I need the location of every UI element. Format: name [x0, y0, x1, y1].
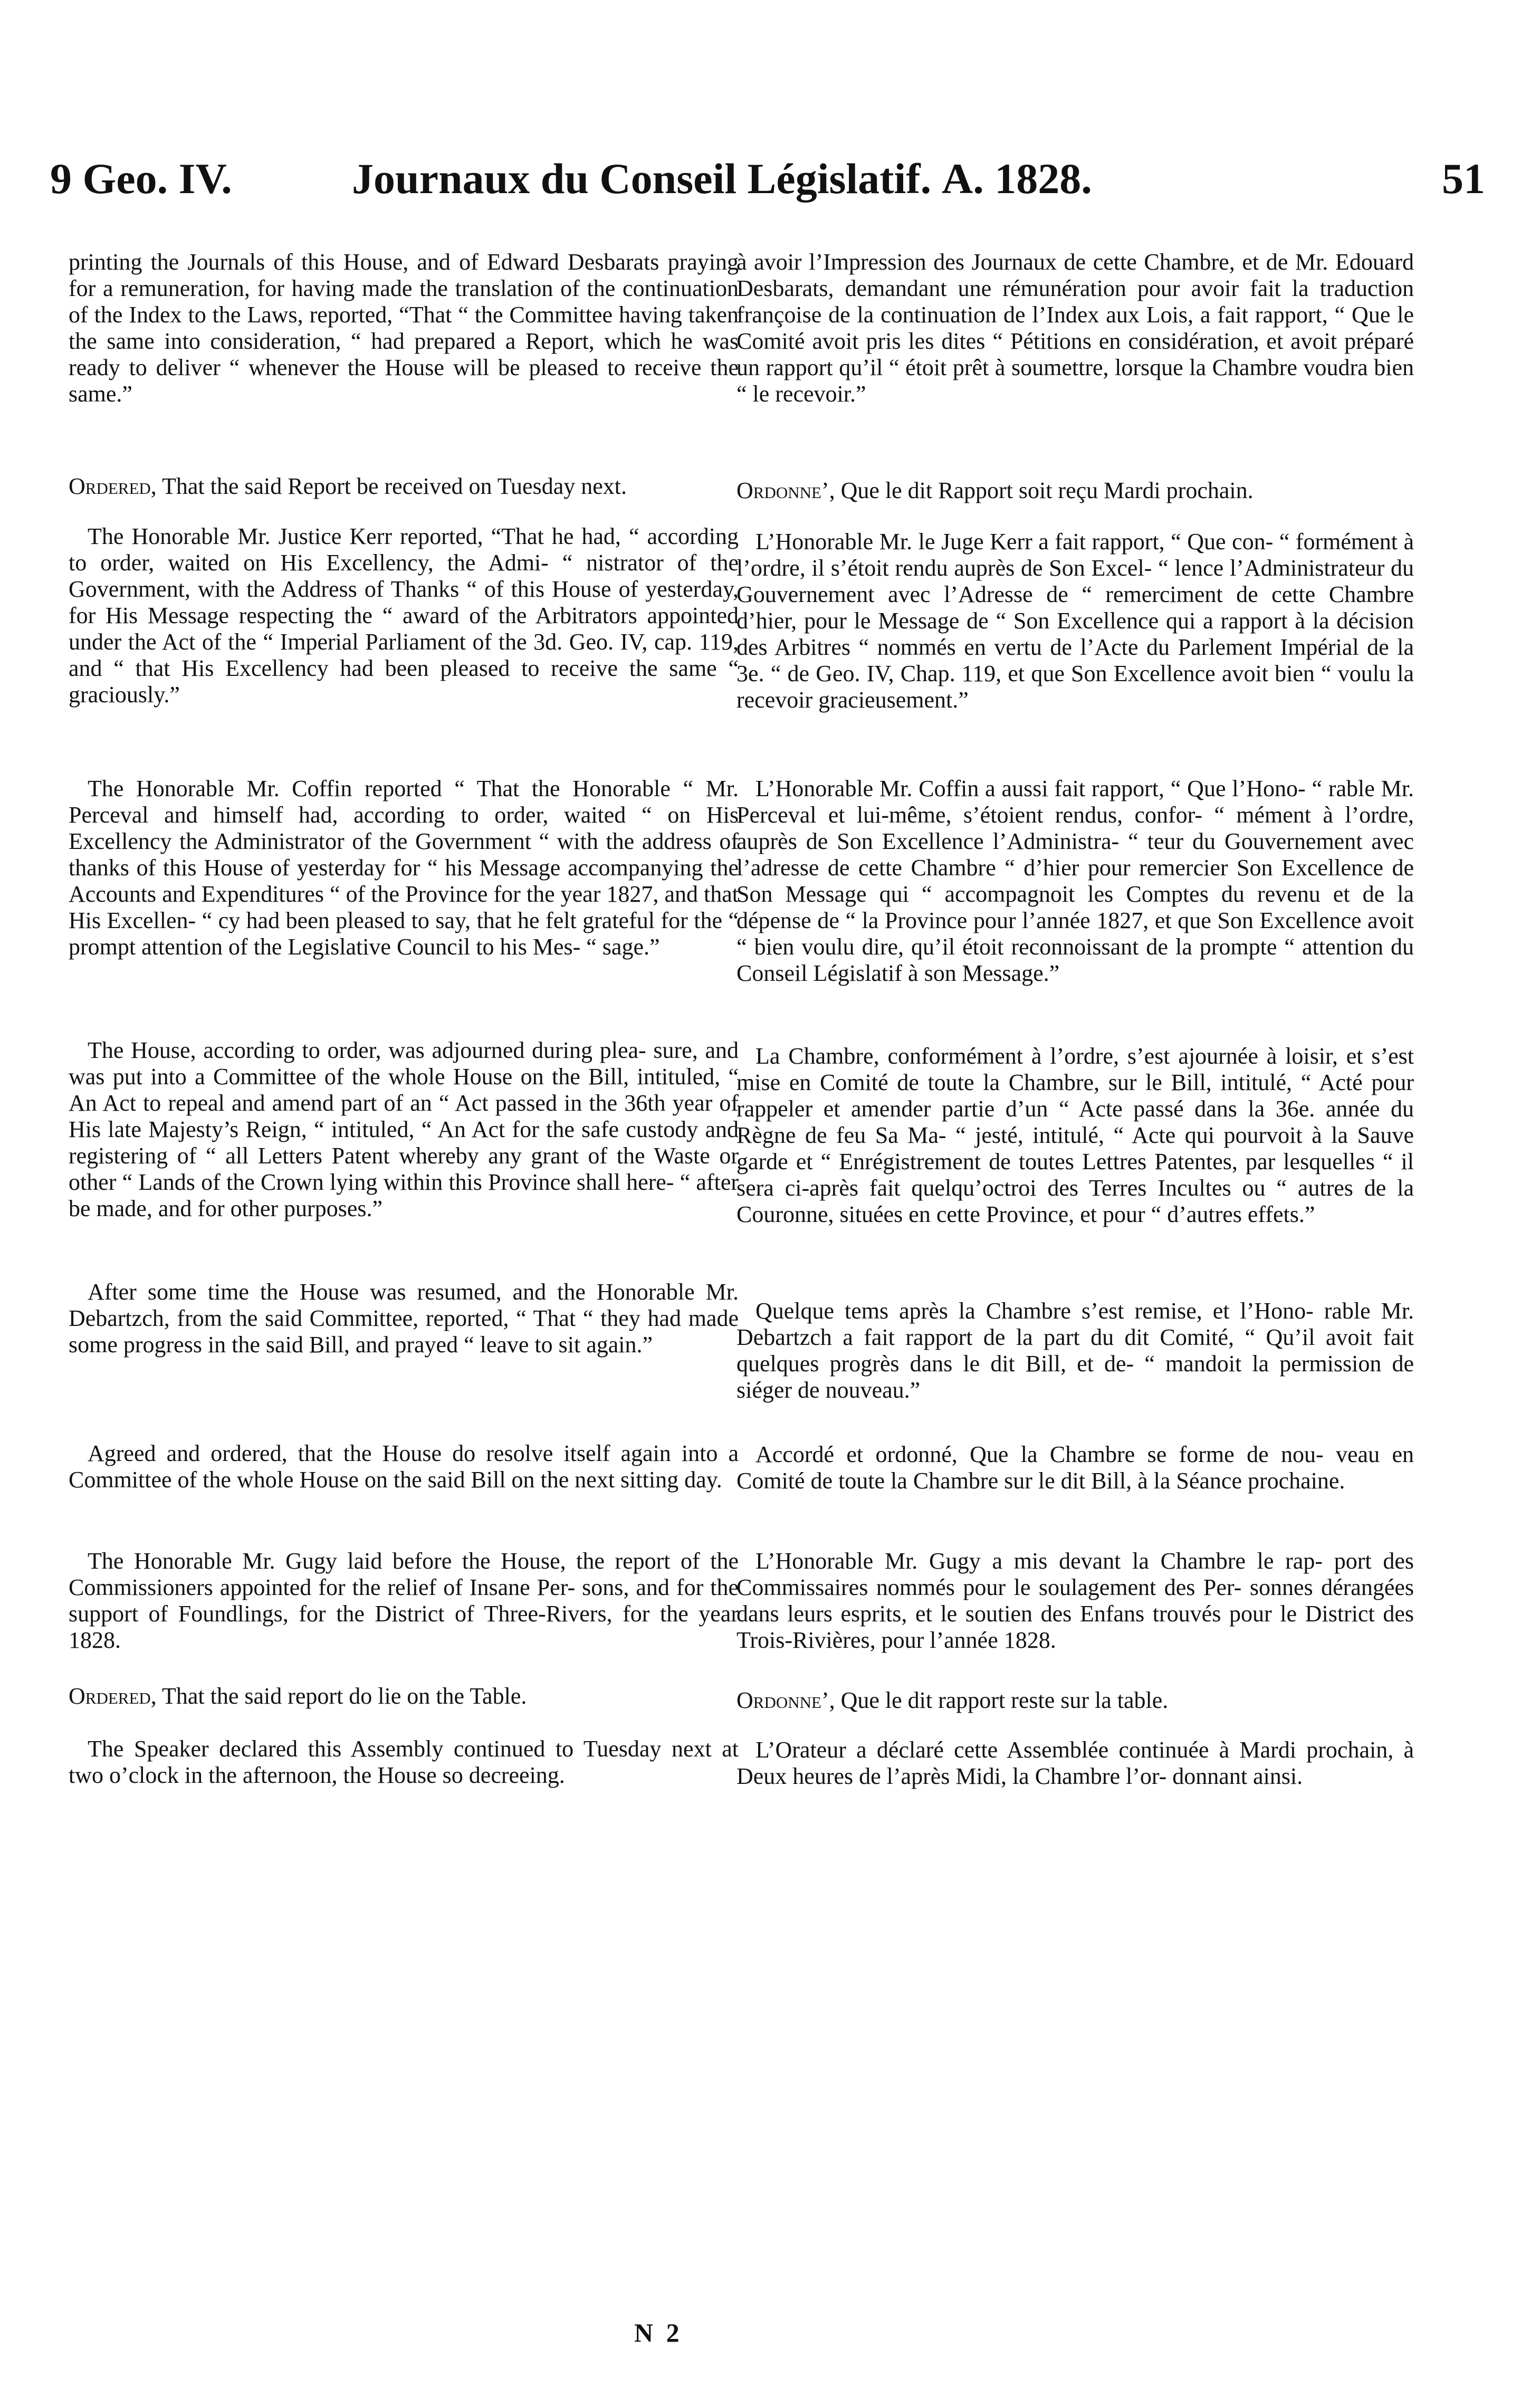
- french-paragraph: Quelque tems après la Chambre s’est remise, et l’Hono- rable Mr. Debartzch a fait rapport de la part du dit Comité, “ Qu’il avoit fait quelques progrès dans le dit Bill, et de- “ mandoit la permission de siéger de nouveau.”: [736, 1298, 1414, 1403]
- page-number: 51: [1442, 155, 1485, 203]
- english-paragraph: After some time the House was resumed, and the Honorable Mr. Debartzch, from the said Committee, reported, “ That “ they had made some progress in the said Bill, and prayed “ leave to sit again.”: [69, 1279, 739, 1358]
- french-order: Ordonne’, Que le dit rapport reste sur la table.: [736, 1687, 1169, 1713]
- french-paragraph: L’Honorable Mr. Gugy a mis devant la Chambre le rap- port des Commissaires nommés pour le soulagement des Per- sonnes dérangées dans leurs esprits, et le soutien des Enfans trouvés pour le District des Trois-Rivières, pour l’année 1828.: [736, 1548, 1414, 1653]
- journal-title: Journaux du Conseil Législatif.: [352, 155, 932, 203]
- french-paragraph: L’Honorable Mr. Coffin a aussi fait rapport, “ Que l’Hono- “ rable Mr. Perceval et lui-même, s’étoient rendus, confor- “ mément à l’ordre, auprès de Son Excellence l’Administra- “ teur du Gouvernement avec l’adresse de cette Chambre “ d’hier pour remercier Son Excellence de Son Message qui “ accompagnoit les Comptes du revenu et de la dépense de “ la Province pour l’année 1827, et que Son Excellence avoit “ bien voulu dire, qu’il étoit reconnoissant de la prompte “ attention du Conseil Législatif à son Message.”: [736, 776, 1414, 986]
- calendar-year: A. 1828.: [942, 155, 1092, 203]
- english-paragraph: The Speaker declared this Assembly continued to Tuesday next at two o’clock in the afternoon, the House so decreeing.: [69, 1736, 739, 1788]
- french-paragraph: Accordé et ordonné, Que la Chambre se forme de nou- veau en Comité de toute la Chambre sur le dit Bill, à la Séance prochaine.: [736, 1441, 1414, 1494]
- french-order: Ordonne’, Que le dit Rapport soit reçu Mardi prochain.: [736, 477, 1254, 503]
- english-paragraph: The Honorable Mr. Gugy laid before the House, the report of the Commissioners appointed for the relief of Insane Per- sons, and for the support of Foundlings, for the District of Three-Rivers, for the year 1828.: [69, 1548, 739, 1653]
- regnal-year: 9 Geo. IV.: [50, 155, 232, 203]
- french-paragraph: L’Honorable Mr. le Juge Kerr a fait rapport, “ Que con- “ formément à l’ordre, il s’étoit rendu auprès de Son Excel- “ lence l’Administrateur du Gouvernement avec l’Adresse de “ remerciment de cette Chambre d’hier, pour le Message de “ Son Excellence qui a rapport à la décision des Arbitres “ nommés en vertu de l’Acte du Parlement Impérial de la 3e. “ de Geo. IV, Chap. 119, et que Son Excellence avoit bien “ voulu la recevoir gracieusement.”: [736, 529, 1414, 713]
- english-order: Ordered, That the said Report be received on Tuesday next.: [69, 473, 627, 499]
- english-order: Ordered, That the said report do lie on the Table.: [69, 1683, 527, 1709]
- signature-mark: N 2: [634, 2318, 683, 2347]
- french-paragraph: La Chambre, conformément à l’ordre, s’est ajournée à loisir, et s’est mise en Comité de toute la Chambre, sur le Bill, intitulé, “ Acté pour rappeler et amender partie d’un “ Acte passé dans la 36e. année du Règne de feu Sa Ma- “ jesté, intitulé, “ Acte qui pourvoit à la Sauve garde et “ Enrégistrement de toutes Lettres Patentes, par lesquelles “ il sera ci-après fait quelqu’octroi des Terres Incultes ou “ autres de la Couronne, situées en cette Province, et pour “ d’autres effets.”: [736, 1043, 1414, 1227]
- french-paragraph: à avoir l’Impression des Journaux de cette Chambre, et de Mr. Edouard Desbarats, demandant une rémunération pour avoir fait la traduction françoise de la continuation de l’Index aux Lois, a fait rapport, “ Que le Comité avoit pris les dites “ Pétitions en considération, et avoit préparé un rapport qu’il “ étoit prêt à soumettre, lorsque la Chambre voudra bien “ le recevoir.”: [736, 249, 1414, 407]
- english-paragraph: printing the Journals of this House, and of Edward Desbarats praying for a remuneration, for having made the translation of the continuation of the Index to the Laws, reported, “That “ the Committee having taken the same into consideration, “ had prepared a Report, which he was ready to deliver “ whenever the House will be pleased to receive the same.”: [69, 249, 739, 407]
- english-paragraph: The House, according to order, was adjourned during plea- sure, and was put into a Committee of the whole House on the Bill, intituled, “ An Act to repeal and amend part of an “ Act passed in the 36th year of His late Majesty’s Reign, “ intituled, “ An Act for the safe custody and registering of “ all Letters Patent whereby any grant of the Waste or other “ Lands of the Crown lying within this Province shall here- “ after be made, and for other purposes.”: [69, 1037, 739, 1221]
- running-header: [50, 154, 1485, 212]
- english-paragraph: The Honorable Mr. Justice Kerr reported, “That he had, “ according to order, waited on His Excellency, the Admi- “ nistrator of the Government, with the Address of Thanks “ of this House of yesterday, for His Message respecting the “ award of the Arbitrators appointed under the Act of the “ Imperial Parliament of the 3d. Geo. IV, cap. 119, and “ that His Excellency had been pleased to receive the same “ graciously.”: [69, 523, 739, 708]
- english-paragraph: The Honorable Mr. Coffin reported “ That the Honorable “ Mr. Perceval and himself had, according to order, waited “ on His Excellency the Administrator of the Government “ with the address of thanks of this House of yesterday for “ his Message accompanying the Accounts and Expenditures “ of the Province for the year 1827, and that His Excellen- “ cy had been pleased to say, that he felt grateful for the “ prompt attention of the Legislative Council to his Mes- “ sage.”: [69, 776, 739, 960]
- english-paragraph: Agreed and ordered, that the House do resolve itself again into a Committee of the whole House on the said Bill on the next sitting day.: [69, 1440, 739, 1493]
- french-paragraph: L’Orateur a déclaré cette Assemblée continuée à Mardi prochain, à Deux heures de l’après Midi, la Chambre l’or- donnant ainsi.: [736, 1737, 1414, 1789]
